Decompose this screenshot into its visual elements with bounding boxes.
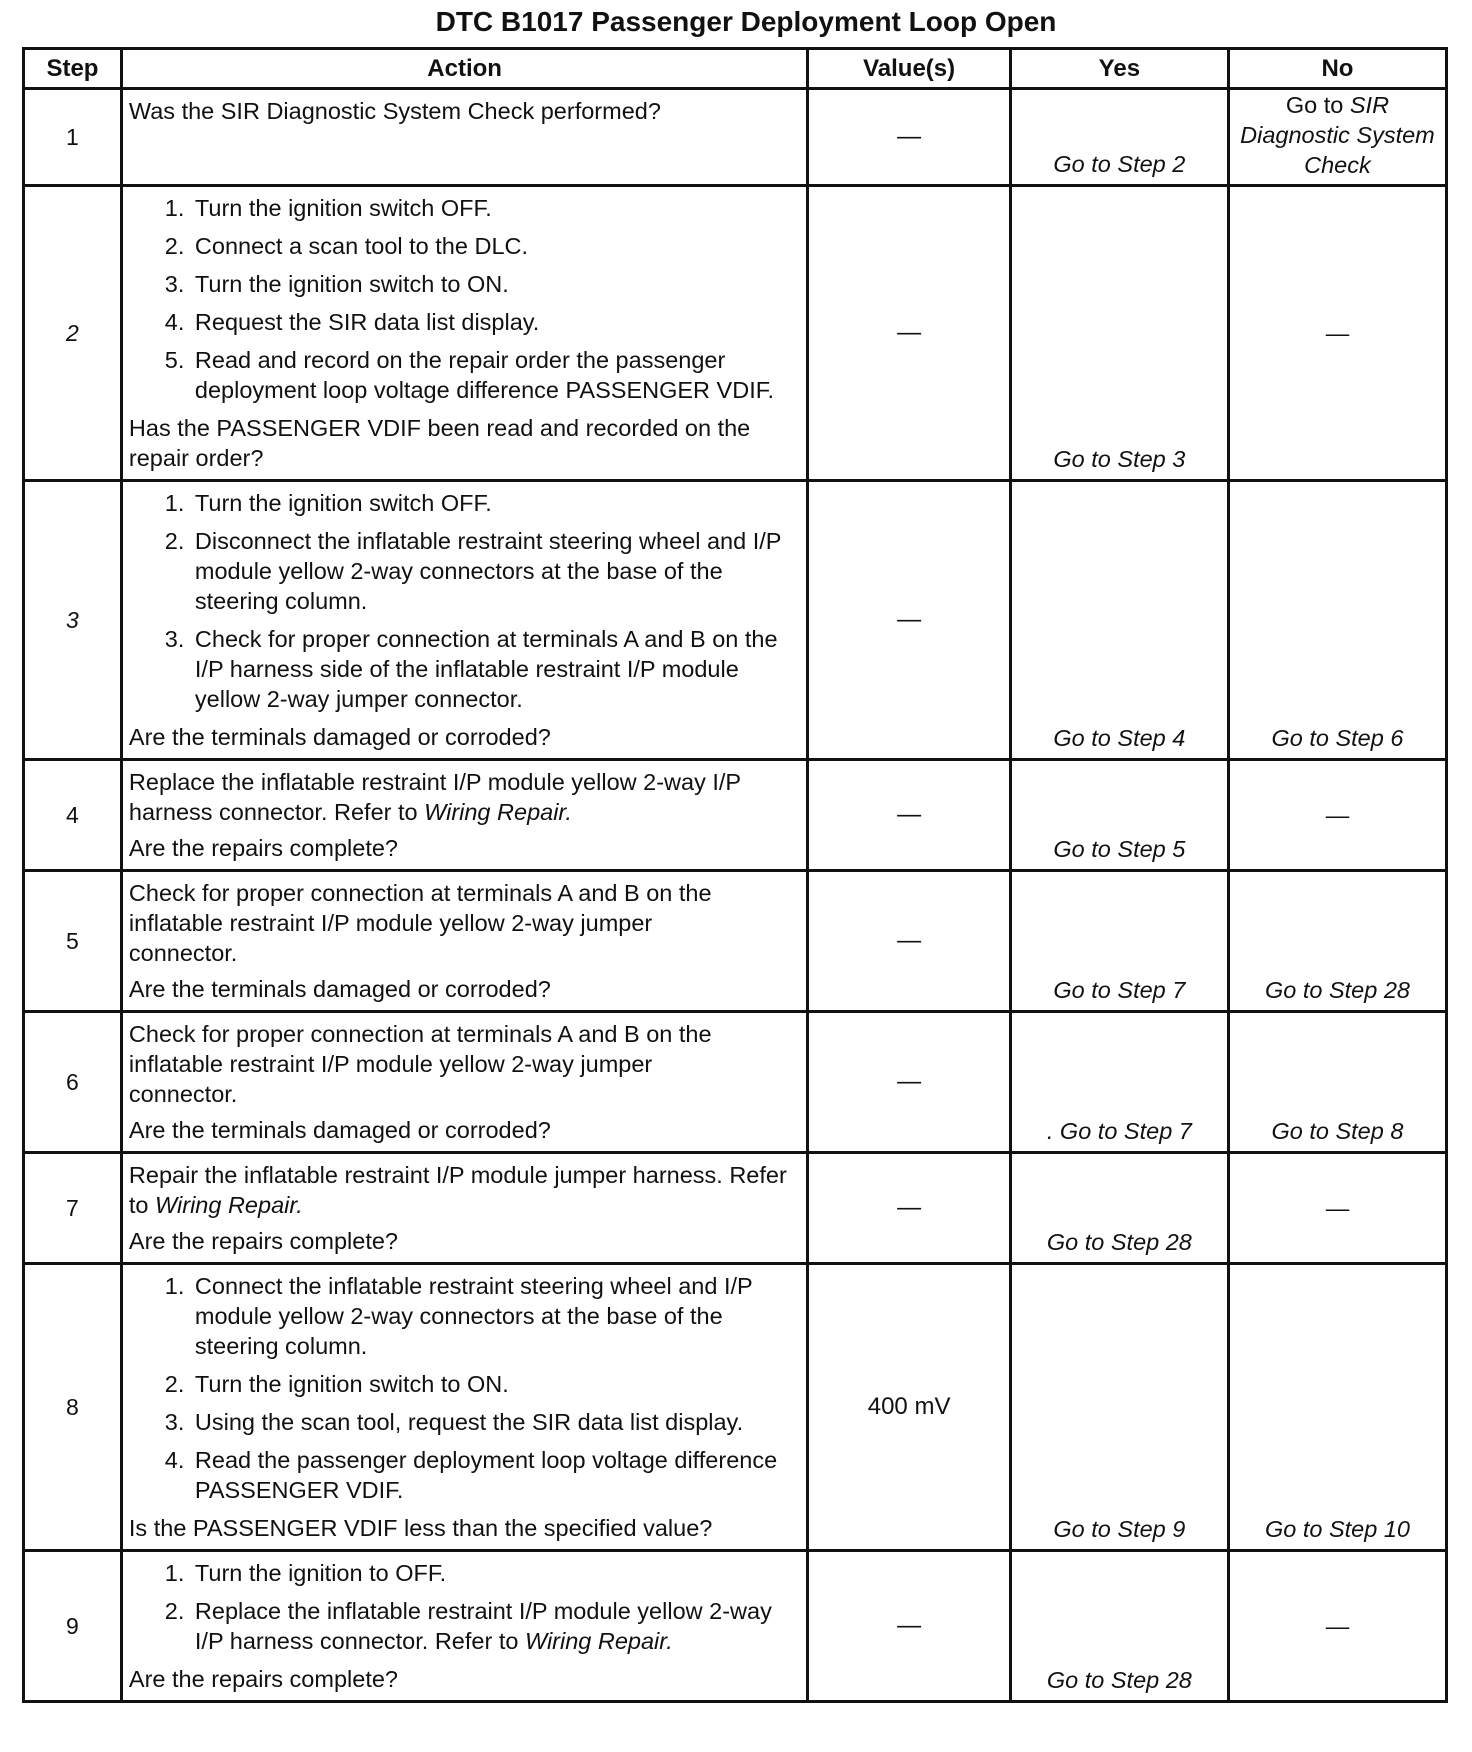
table-row bbox=[24, 1551, 1447, 1702]
action-cell bbox=[121, 89, 807, 186]
yes-cell: Go to Step 7 bbox=[1010, 871, 1228, 1012]
no-cell: Go to Step 10 bbox=[1228, 1264, 1446, 1551]
action-cell bbox=[121, 1264, 807, 1551]
no-cell: — bbox=[1228, 1551, 1446, 1702]
sir-check-link: SIR Diagnostic System Check bbox=[1240, 92, 1435, 178]
yes-cell: Go to Step 3 bbox=[1010, 186, 1228, 481]
table-row bbox=[24, 1012, 1447, 1153]
wiring-repair-link: Wiring Repair. bbox=[524, 1628, 673, 1654]
wiring-repair-link: Wiring Repair. bbox=[424, 799, 572, 825]
action-text: Replace the inflatable restraint I/P module yellow 2-way I/P harness connector. Refer to bbox=[128, 769, 741, 825]
no-cell: — bbox=[1228, 760, 1446, 871]
value-cell: — bbox=[808, 89, 1010, 186]
value-cell: — bbox=[808, 186, 1010, 481]
action-question: Is the PASSENGER VDIF less than the specified value? bbox=[128, 1515, 713, 1541]
no-cell: — bbox=[1228, 1153, 1446, 1264]
action-text: Repair the inflatable restraint I/P module jumper harness. Refer to bbox=[128, 1162, 787, 1218]
action-cell bbox=[121, 760, 807, 871]
value-cell: — bbox=[808, 481, 1010, 760]
no-cell: Go to Step 28 bbox=[1228, 871, 1446, 1012]
action-question: Are the terminals damaged or corroded? bbox=[128, 976, 551, 1002]
action-text: Check for proper connection at terminals A and B on the inflatable restraint I/P module yellow 2-way jumper connector. bbox=[128, 880, 712, 966]
action-question: Are the terminals damaged or corroded? bbox=[128, 1117, 551, 1143]
list-item: 1. Turn the ignition to OFF. bbox=[191, 1558, 800, 1588]
step-number: 2 bbox=[24, 186, 122, 481]
action-cell bbox=[121, 871, 807, 1012]
action-text: Was the SIR Diagnostic System Check performed? bbox=[128, 98, 661, 124]
action-cell bbox=[121, 186, 807, 481]
no-cell bbox=[1228, 89, 1446, 186]
step-number: 6 bbox=[24, 1012, 122, 1153]
action-question: Has the PASSENGER VDIF been read and recorded on the repair order? bbox=[128, 415, 751, 471]
table-row bbox=[24, 186, 1447, 481]
table-row bbox=[24, 1264, 1447, 1551]
no-cell: Go to Step 8 bbox=[1228, 1012, 1446, 1153]
step-number: 3 bbox=[24, 481, 122, 760]
yes-cell: Go to Step 4 bbox=[1010, 481, 1228, 760]
header-action: Action bbox=[121, 49, 807, 89]
list-item: 3. Turn the ignition switch to ON. bbox=[191, 269, 800, 299]
value-cell: — bbox=[808, 871, 1010, 1012]
value-cell: — bbox=[808, 1012, 1010, 1153]
yes-cell: Go to Step 5 bbox=[1010, 760, 1228, 871]
header-values: Value(s) bbox=[808, 49, 1010, 89]
list-item: 2. Turn the ignition switch to ON. bbox=[191, 1369, 800, 1399]
step-number: 8 bbox=[24, 1264, 122, 1551]
step-number: 7 bbox=[24, 1153, 122, 1264]
list-item: 2. Disconnect the inflatable restraint steering wheel and I/P module yellow 2-way connectors at the base of the steering column. bbox=[191, 526, 800, 616]
no-prefix: Go to bbox=[1285, 92, 1350, 118]
list-item: 1. Turn the ignition switch OFF. bbox=[191, 488, 800, 518]
list-item: 4. Request the SIR data list display. bbox=[191, 307, 800, 337]
header-yes: Yes bbox=[1010, 49, 1228, 89]
value-cell: — bbox=[808, 760, 1010, 871]
table-row bbox=[24, 89, 1447, 186]
table-header-row bbox=[24, 49, 1447, 89]
table-row bbox=[24, 760, 1447, 871]
diagnostic-table bbox=[22, 47, 1448, 1703]
action-question: Are the terminals damaged or corroded? bbox=[128, 724, 551, 750]
action-cell bbox=[121, 1551, 807, 1702]
action-question: Are the repairs complete? bbox=[128, 835, 398, 861]
list-item: 4. Read the passenger deployment loop voltage difference PASSENGER VDIF. bbox=[191, 1445, 800, 1505]
action-text: Check for proper connection at terminals A and B on the inflatable restraint I/P module yellow 2-way jumper connector. bbox=[128, 1021, 712, 1107]
action-question: Are the repairs complete? bbox=[128, 1666, 398, 1692]
list-item-text: Replace the inflatable restraint I/P module yellow 2-way I/P harness connector. Refer to bbox=[194, 1598, 772, 1654]
list-item: 5. Read and record on the repair order the passenger deployment loop voltage difference PASSENGER VDIF. bbox=[191, 345, 800, 405]
table-row bbox=[24, 1153, 1447, 1264]
list-item: 1. Turn the ignition switch OFF. bbox=[191, 193, 800, 223]
yes-cell: Go to Step 28 bbox=[1010, 1153, 1228, 1264]
table-row bbox=[24, 871, 1447, 1012]
step-number: 9 bbox=[24, 1551, 122, 1702]
wiring-repair-link: Wiring Repair. bbox=[155, 1192, 303, 1218]
yes-cell: Go to Step 28 bbox=[1010, 1551, 1228, 1702]
list-item bbox=[191, 1596, 800, 1656]
step-number: 4 bbox=[24, 760, 122, 871]
value-cell: 400 mV bbox=[808, 1264, 1010, 1551]
yes-cell: . Go to Step 7 bbox=[1010, 1012, 1228, 1153]
list-item: 1. Connect the inflatable restraint steering wheel and I/P module yellow 2-way connectors at the base of the steering column. bbox=[191, 1271, 800, 1361]
table-row bbox=[24, 481, 1447, 760]
action-cell bbox=[121, 1153, 807, 1264]
header-step: Step bbox=[24, 49, 122, 89]
page-title: DTC B1017 Passenger Deployment Loop Open bbox=[435, 6, 1057, 37]
no-cell: Go to Step 6 bbox=[1228, 481, 1446, 760]
value-cell: — bbox=[808, 1153, 1010, 1264]
value-cell: — bbox=[808, 1551, 1010, 1702]
list-item: 2. Connect a scan tool to the DLC. bbox=[191, 231, 800, 261]
yes-cell: Go to Step 2 bbox=[1010, 89, 1228, 186]
header-no: No bbox=[1228, 49, 1446, 89]
yes-cell: Go to Step 9 bbox=[1010, 1264, 1228, 1551]
step-number: 5 bbox=[24, 871, 122, 1012]
list-item: 3. Check for proper connection at terminals A and B on the I/P harness side of the inflatable restraint I/P module yellow 2-way jumper connector. bbox=[191, 624, 800, 714]
action-question: Are the repairs complete? bbox=[128, 1228, 398, 1254]
action-cell bbox=[121, 481, 807, 760]
list-item: 3. Using the scan tool, request the SIR data list display. bbox=[191, 1407, 800, 1437]
step-number: 1 bbox=[24, 89, 122, 186]
no-cell: — bbox=[1228, 186, 1446, 481]
action-cell bbox=[121, 1012, 807, 1153]
